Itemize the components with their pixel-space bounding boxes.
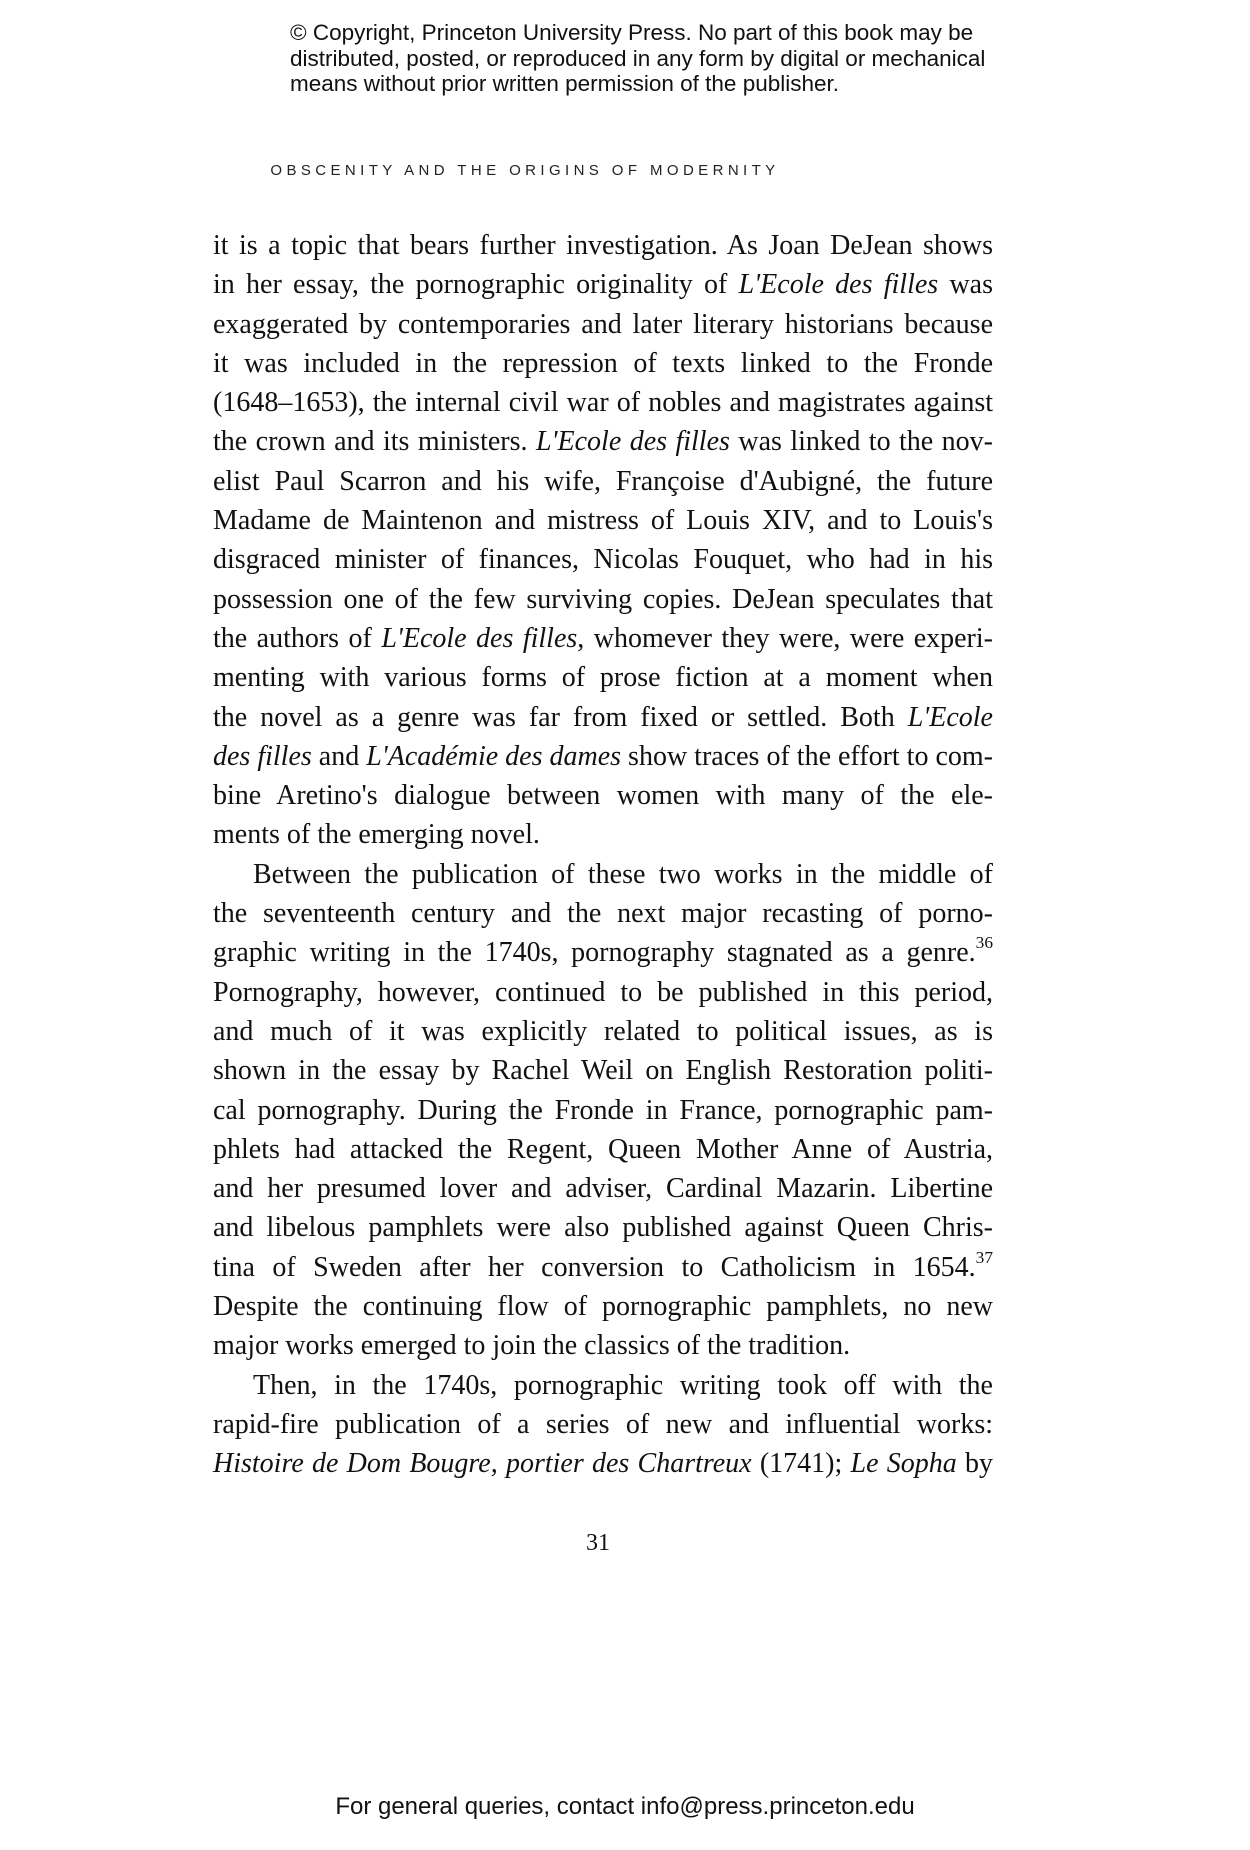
text-line: Histoire de Dom Bougre, portier des Chartreux (1741); Le Sopha by: [213, 1448, 994, 1480]
copyright-line: means without prior written permission of the publisher.: [290, 71, 840, 96]
text-line: the crown and its ministers. L'Ecole des filles was linked to the nov-: [213, 426, 993, 458]
text-line: disgraced minister of finances, Nicolas Fouquet, who had in his: [213, 544, 993, 576]
book-title: Le Sopha: [850, 1448, 957, 1480]
text-line: ments of the emerging novel.: [213, 819, 540, 851]
text-line: des filles and L'Académie des dames show traces of the effort to com-: [213, 740, 993, 772]
text-line: Madame de Maintenon and mistress of Louis XIV, and to Louis's: [213, 505, 993, 537]
footer-contact: For general queries, contact info@press.princeton.edu: [335, 1793, 915, 1820]
body-text: [213, 226, 993, 1484]
text-line: it is a topic that bears further investigation. As Joan DeJean shows: [213, 230, 993, 261]
page-number: 31: [586, 1530, 610, 1556]
text-line: bine Aretino's dialogue between women with many of the ele-: [213, 780, 993, 812]
book-title: L'Ecole des filles: [535, 426, 730, 458]
footnote-ref: 37: [975, 1247, 993, 1267]
text-line: the novel as a genre was far from fixed or settled. Both L'Ecole: [213, 701, 993, 733]
book-title: L'Académie des dames: [366, 740, 622, 772]
text-line: elist Paul Scarron and his wife, Françoise d'Aubigné, the future: [213, 465, 993, 497]
text-line: (1648–1653), the internal civil war of nobles and magistrates against: [213, 387, 993, 419]
text-line: in her essay, the pornographic originality of L'Ecole des filles was: [213, 269, 993, 301]
copyright-line: distributed, posted, or reproduced in any form by digital or mechanical: [290, 45, 986, 71]
text-line: exaggerated by contemporaries and later literary historians because: [213, 308, 993, 340]
text-line: Pornography, however, continued to be published in this period,: [213, 976, 993, 1008]
text-line: and libelous pamphlets were also published against Queen Chris-: [213, 1212, 993, 1244]
text-line: tina of Sweden after her conversion to Catholicism in 1654.37: [213, 1247, 993, 1283]
text-line: cal pornography. During the Fronde in France, pornographic pam-: [213, 1094, 993, 1126]
book-title: des filles: [213, 740, 312, 772]
text-line: shown in the essay by Rachel Weil on English Restoration politi-: [213, 1055, 993, 1087]
text-line: and her presumed lover and adviser, Cardinal Mazarin. Libertine: [213, 1173, 993, 1205]
footnote-ref: 36: [975, 933, 993, 953]
text-line: menting with various forms of prose fiction at a moment when: [213, 662, 993, 694]
running-head: OBSCENITY AND THE ORIGINS OF MODERNITY: [270, 162, 780, 179]
text-line: it was included in the repression of texts linked to the Fronde: [213, 347, 993, 379]
text-line: Then, in the 1740s, pornographic writing took off with the: [253, 1369, 993, 1401]
copyright-line: © Copyright, Princeton University Press. No part of this book may be: [290, 20, 974, 45]
copyright-notice: [290, 20, 1010, 97]
book-title: L'Ecole des filles: [738, 269, 939, 301]
text-line: possession one of the few surviving copies. DeJean speculates that: [213, 583, 993, 615]
book-title: L'Ecole des filles: [381, 622, 578, 654]
text-line: phlets had attacked the Regent, Queen Mother Anne of Austria,: [213, 1133, 993, 1165]
text-line: major works emerged to join the classics of the tradition.: [213, 1330, 851, 1362]
text-line: Despite the continuing flow of pornographic pamphlets, no new: [213, 1291, 993, 1323]
text-line: the seventeenth century and the next major recasting of porno-: [213, 898, 993, 930]
text-line: the authors of L'Ecole des filles, whomever they were, were experi-: [213, 622, 993, 654]
text-line: Between the publication of these two works in the middle of: [253, 858, 993, 890]
text-line: graphic writing in the 1740s, pornography stagnated as a genre.$^{36}$: [213, 933, 993, 969]
book-title: Histoire de Dom Bougre, portier des Chartreux: [213, 1448, 752, 1480]
text-line: rapid-fire publication of a series of new and influential works:: [213, 1408, 993, 1440]
text-line: and much of it was explicitly related to political issues, as is: [213, 1015, 993, 1047]
book-title: L'Ecole: [907, 701, 993, 733]
